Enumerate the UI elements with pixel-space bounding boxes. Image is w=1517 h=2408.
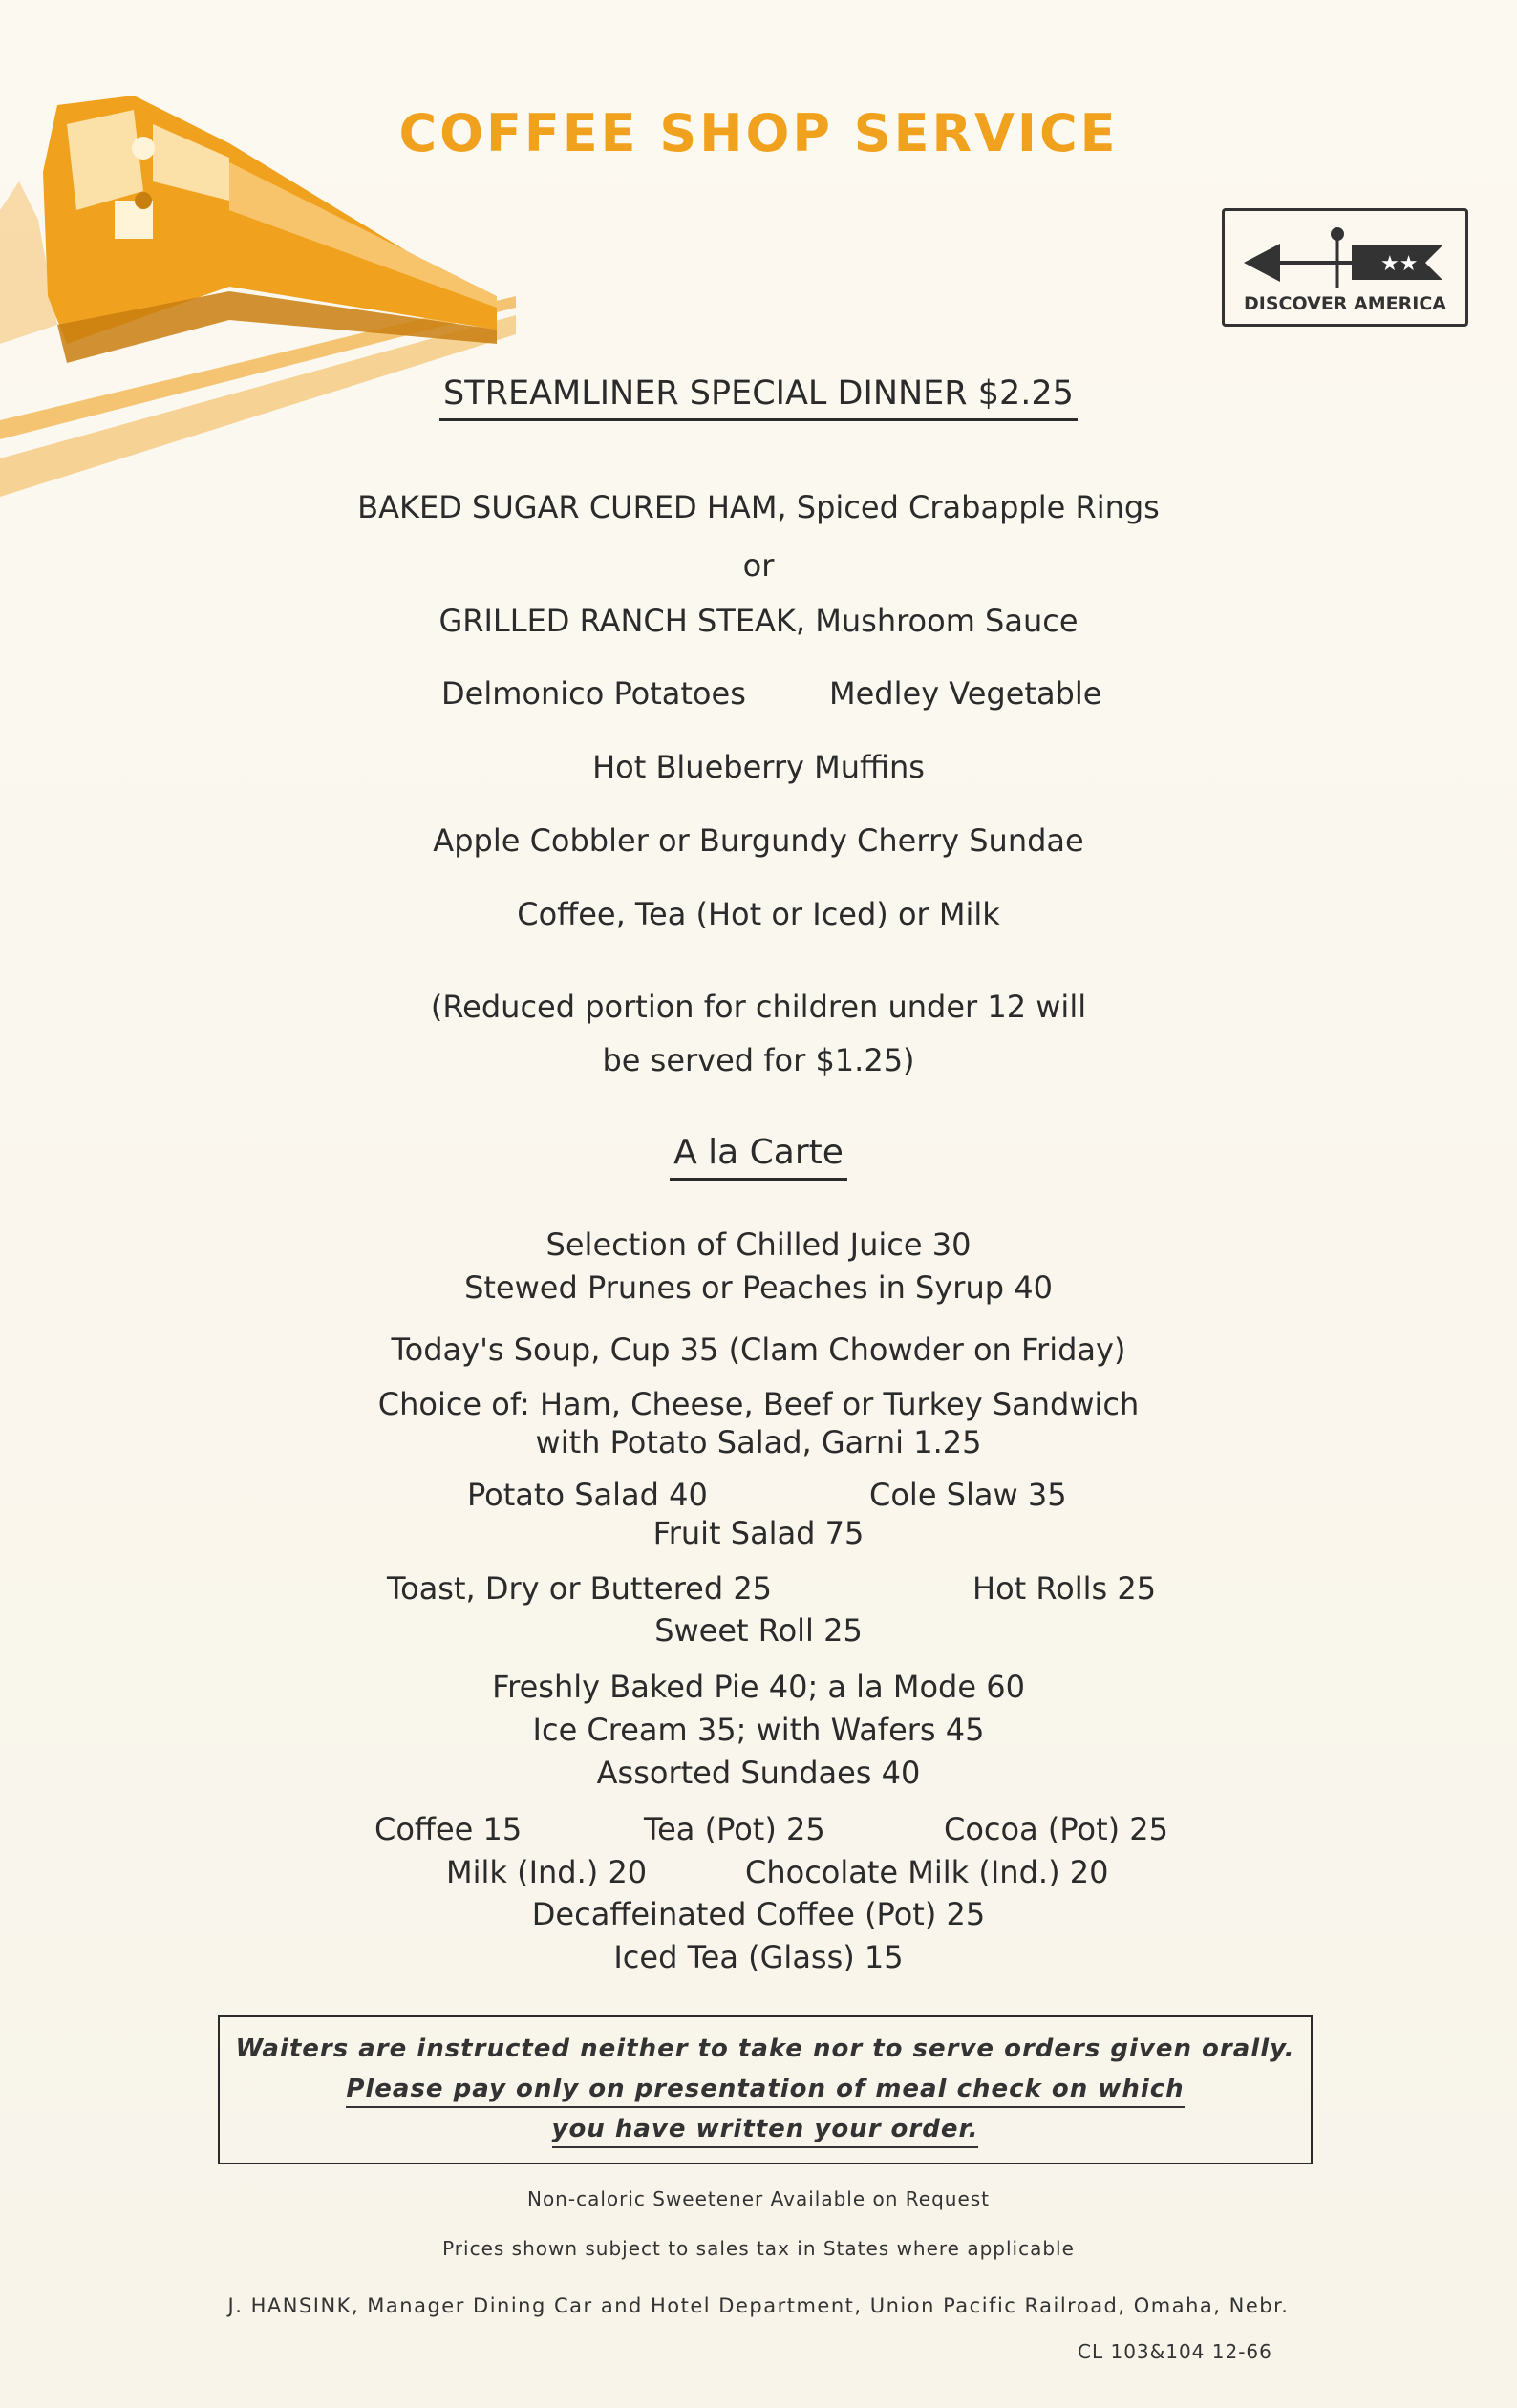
logo-text: DISCOVER AMERICA [1244,293,1446,314]
alacarte-heading: A la Carte [670,1133,847,1181]
form-code: CL 103&104 12-66 [1078,2340,1272,2363]
sweetener-note: Non-caloric Sweetener Available on Request [526,2187,991,2210]
notice-line3: you have written your order. [552,2115,979,2148]
pie-item: Freshly Baked Pie 40; a la Mode 60 [492,1669,1025,1705]
tax-note: Prices shown subject to sales tax in States where applicable [442,2237,1075,2260]
main-course-ham: BAKED SUGAR CURED HAM, Spiced Crabapple Rings [357,489,1160,525]
decaf-item: Decaffeinated Coffee (Pot) 25 [531,1896,986,1932]
hot-rolls-item: Hot Rolls 25 [972,1570,1157,1607]
prunes-item: Stewed Prunes or Peaches in Syrup 40 [464,1269,1053,1306]
svg-text:★★: ★★ [1380,252,1419,276]
children-note-line1: (Reduced portion for children under 12 will [430,989,1087,1025]
chocolate-milk-item: Chocolate Milk (Ind.) 20 [745,1854,1109,1890]
notice-line2-wrap [220,2075,1311,2103]
coffee-item: Coffee 15 [374,1811,523,1847]
special-heading: STREAMLINER SPECIAL DINNER $2.25 [439,374,1078,421]
sandwich-line2: with Potato Salad, Garni 1.25 [535,1424,982,1460]
fruit-salad-item: Fruit Salad 75 [652,1515,865,1551]
soup-item: Today's Soup, Cup 35 (Clam Chowder on Friday) [391,1332,1126,1368]
juice-item: Selection of Chilled Juice 30 [545,1226,972,1263]
potato-salad-item: Potato Salad 40 [467,1477,708,1513]
children-note-line2: be served for $1.25) [602,1042,915,1078]
ice-cream-item: Ice Cream 35; with Wafers 45 [532,1712,985,1748]
arrow-stars-icon [1242,223,1450,289]
milk-item: Milk (Ind.) 20 [446,1854,648,1890]
tea-item: Tea (Pot) 25 [644,1811,825,1847]
cole-slaw-item: Cole Slaw 35 [869,1477,1067,1513]
cocoa-item: Cocoa (Pot) 25 [944,1811,1169,1847]
dessert-item: Apple Cobbler or Burgundy Cherry Sundae [433,822,1084,859]
side-vegetable: Medley Vegetable [829,675,1102,712]
iced-tea-item: Iced Tea (Glass) 15 [613,1939,904,1975]
sundaes-item: Assorted Sundaes 40 [596,1755,921,1791]
sweet-roll-item: Sweet Roll 25 [654,1612,863,1649]
notice-line1: Waiters are instructed neither to take nor to serve orders given orally. [235,2035,1295,2063]
notice-line3-wrap [220,2115,1311,2143]
main-course-steak: GRILLED RANCH STEAK, Mushroom Sauce [438,603,1079,639]
bread-item: Hot Blueberry Muffins [592,749,925,785]
discover-america-logo [1222,208,1468,327]
page-title: COFFEE SHOP SERVICE [398,103,1119,163]
manager-credit: J. HANSINK, Manager Dining Car and Hotel Department, Union Pacific Railroad, Omaha, Nebr. [227,2294,1290,2317]
side-potatoes: Delmonico Potatoes [441,675,746,712]
drink-item: Coffee, Tea (Hot or Iced) or Milk [517,896,1000,932]
toast-item: Toast, Dry or Buttered 25 [387,1570,773,1607]
waiter-notice-box [218,2015,1313,2164]
sandwich-line1: Choice of: Ham, Cheese, Beef or Turkey Sandwich [377,1386,1140,1422]
alacarte-heading-wrap [0,1133,1517,1181]
notice-line2: Please pay only on presentation of meal check on which [346,2075,1184,2108]
or-text: or [742,547,775,584]
special-heading-wrap [0,374,1517,421]
